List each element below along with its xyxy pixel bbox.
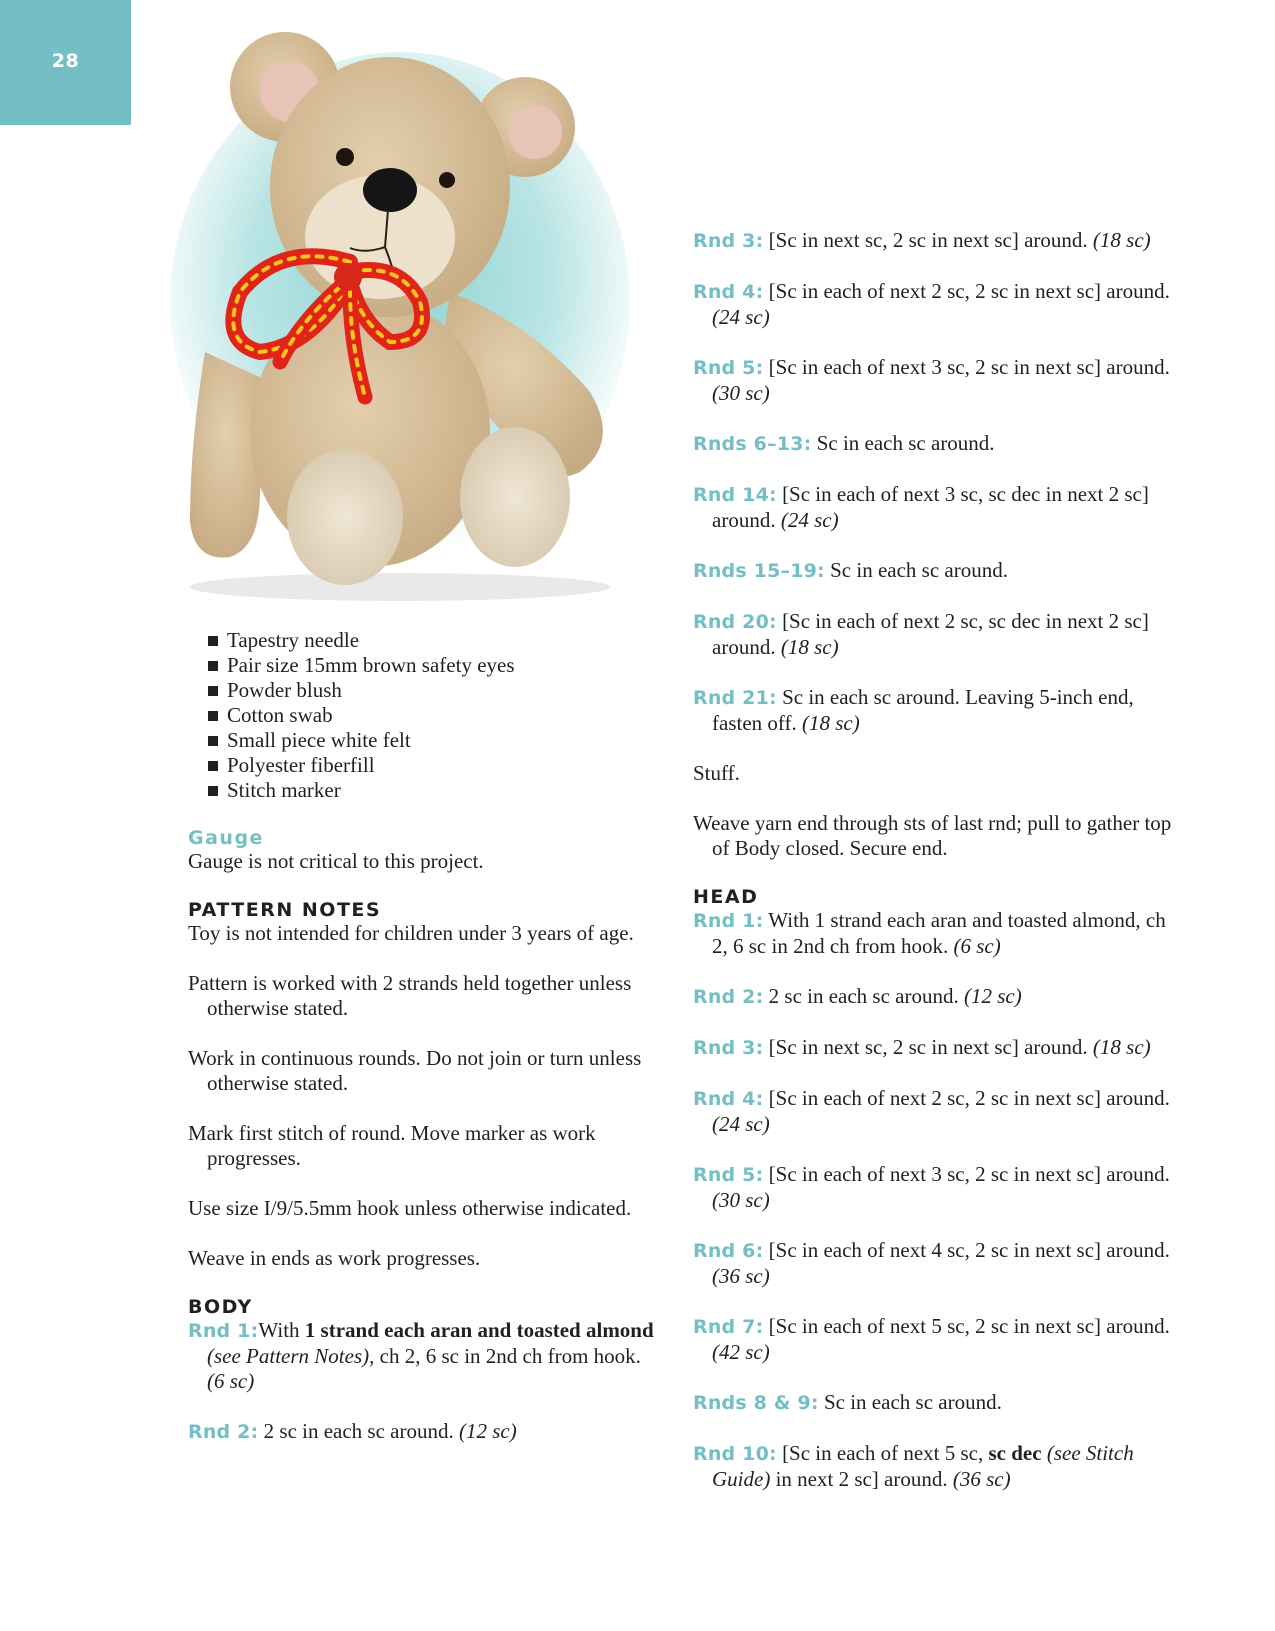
square-bullet-icon — [208, 786, 218, 796]
rnd-label: Rnd 5: — [693, 1164, 764, 1186]
pattern-note: Use size I/9/5.5mm hook unless otherwise indicated. — [188, 1196, 632, 1220]
stitch-count: (30 sc) — [712, 381, 770, 405]
pattern-note: Weave in ends as work progresses. — [188, 1246, 481, 1270]
body-rnds-6-13: Rnds 6–13: Sc in each sc around. — [693, 431, 995, 455]
pattern-note: Toy is not intended for children under 3 years of age. — [188, 921, 634, 945]
head-rnd-4: Rnd 4: [Sc in each of next 2 sc, 2 sc in next sc] around. (24 sc) — [693, 1086, 1170, 1136]
stitch-count: (24 sc) — [712, 305, 770, 329]
left-column — [188, 628, 658, 1470]
materials-item: Stitch marker — [208, 778, 658, 803]
page-number-tab — [0, 0, 131, 125]
rnd-label: Rnd 1: — [188, 1320, 259, 1342]
stitch-count: (6 sc) — [207, 1369, 255, 1393]
head-rnd-1: Rnd 1: With 1 strand each aran and toasted almond, ch 2, 6 sc in 2nd ch from hook. (6 sc) — [693, 908, 1166, 958]
body-rnd-1: Rnd 1:With 1 strand each aran and toasted almond (see Pattern Notes), ch 2, 6 sc in 2nd ch from hook. (6 sc) — [188, 1318, 654, 1393]
rnd-label: Rnd 1: — [693, 910, 764, 932]
right-column — [693, 228, 1183, 1517]
body-rnds-15-19: Rnds 15–19: Sc in each sc around. — [693, 558, 1008, 582]
gauge-heading: Gauge — [188, 827, 264, 849]
pattern-note: Mark first stitch of round. Move marker as work progresses. — [188, 1121, 596, 1170]
stitch-count: (12 sc) — [964, 984, 1022, 1008]
head-heading: HEAD — [693, 886, 759, 908]
body-heading: BODY — [188, 1296, 253, 1318]
rnd-label: Rnd 4: — [693, 1088, 764, 1110]
body-rnd-2: Rnd 2: 2 sc in each sc around. (12 sc) — [188, 1419, 517, 1443]
rnd-label: Rnd 14: — [693, 484, 777, 506]
stitch-count: (24 sc) — [780, 508, 839, 532]
body-rnd-3: Rnd 3: [Sc in next sc, 2 sc in next sc] around. (18 sc) — [693, 228, 1151, 252]
rnd-label: Rnd 3: — [693, 1037, 764, 1059]
rnd-label: Rnd 20: — [693, 611, 777, 633]
materials-item: Small piece white felt — [208, 728, 658, 753]
head-rnd-5: Rnd 5: [Sc in each of next 3 sc, 2 sc in next sc] around. (30 sc) — [693, 1162, 1170, 1212]
head-rnd-7: Rnd 7: [Sc in each of next 5 sc, 2 sc in next sc] around. (42 sc) — [693, 1314, 1170, 1364]
gauge-text: Gauge is not critical to this project. — [188, 849, 484, 873]
pattern-note: Work in continuous rounds. Do not join or turn unless otherwise stated. — [188, 1046, 642, 1095]
materials-list — [188, 628, 658, 803]
rnd-label: Rnds 6–13: — [693, 433, 812, 455]
stitch-count: (18 sc) — [780, 635, 839, 659]
body-weave: Weave yarn end through sts of last rnd; pull to gather top of Body closed. Secure end. — [693, 811, 1172, 860]
rnd-label: Rnd 7: — [693, 1316, 764, 1338]
page-number: 28 — [51, 50, 80, 72]
rnd-label: Rnd 5: — [693, 357, 764, 379]
square-bullet-icon — [208, 636, 218, 646]
stitch-count: (30 sc) — [712, 1188, 770, 1212]
materials-item: Pair size 15mm brown safety eyes — [208, 653, 658, 678]
head-rnd-2: Rnd 2: 2 sc in each sc around. (12 sc) — [693, 984, 1022, 1008]
head-rnd-3: Rnd 3: [Sc in next sc, 2 sc in next sc] around. (18 sc) — [693, 1035, 1151, 1059]
pattern-notes-heading: PATTERN NOTES — [188, 899, 382, 921]
square-bullet-icon — [208, 711, 218, 721]
head-rnd-10: Rnd 10: [Sc in each of next 5 sc, sc dec (see Stitch Guide) in next 2 sc] around. (36 sc) — [693, 1441, 1134, 1491]
body-rnd-4: Rnd 4: [Sc in each of next 2 sc, 2 sc in next sc] around. (24 sc) — [693, 279, 1170, 329]
body-rnd-20: Rnd 20: [Sc in each of next 2 sc, sc dec in next 2 sc] around. (18 sc) — [693, 609, 1149, 659]
pattern-note: Pattern is worked with 2 strands held together unless otherwise stated. — [188, 971, 632, 1020]
stitch-count: (6 sc) — [953, 934, 1001, 958]
materials-item: Polyester fiberfill — [208, 753, 658, 778]
materials-item: Tapestry needle — [208, 628, 658, 653]
materials-item: Cotton swab — [208, 703, 658, 728]
square-bullet-icon — [208, 761, 218, 771]
body-stuff: Stuff. — [693, 761, 740, 785]
stitch-count: (18 sc) — [1092, 1035, 1151, 1059]
stitch-count: (36 sc) — [712, 1264, 770, 1288]
rnd-label: Rnds 8 & 9: — [693, 1392, 819, 1414]
square-bullet-icon — [208, 661, 218, 671]
materials-item: Powder blush — [208, 678, 658, 703]
body-rnd-5: Rnd 5: [Sc in each of next 3 sc, 2 sc in next sc] around. (30 sc) — [693, 355, 1170, 405]
stitch-count: (18 sc) — [1092, 228, 1151, 252]
rnd-label: Rnds 15–19: — [693, 560, 825, 582]
rnd-label: Rnd 4: — [693, 281, 764, 303]
square-bullet-icon — [208, 686, 218, 696]
head-rnds-8-9: Rnds 8 & 9: Sc in each sc around. — [693, 1390, 1002, 1414]
rnd-label: Rnd 21: — [693, 687, 777, 709]
stitch-count: (42 sc) — [712, 1340, 770, 1364]
rnd-label: Rnd 6: — [693, 1240, 764, 1262]
rnd-label: Rnd 2: — [188, 1421, 259, 1443]
stitch-count: (36 sc) — [952, 1467, 1011, 1491]
stitch-count: (12 sc) — [459, 1419, 517, 1443]
rnd-label: Rnd 10: — [693, 1443, 777, 1465]
square-bullet-icon — [208, 736, 218, 746]
rnd-label: Rnd 2: — [693, 986, 764, 1008]
stitch-count: (18 sc) — [802, 711, 860, 735]
body-rnd-14: Rnd 14: [Sc in each of next 3 sc, sc dec in next 2 sc] around. (24 sc) — [693, 482, 1149, 532]
stitch-count: (24 sc) — [712, 1112, 770, 1136]
teddy-bear-photo — [150, 22, 630, 602]
rnd-label: Rnd 3: — [693, 230, 764, 252]
body-rnd-21: Rnd 21: Sc in each sc around. Leaving 5-inch end, fasten off. (18 sc) — [693, 685, 1134, 735]
head-rnd-6: Rnd 6: [Sc in each of next 4 sc, 2 sc in next sc] around. (36 sc) — [693, 1238, 1170, 1288]
